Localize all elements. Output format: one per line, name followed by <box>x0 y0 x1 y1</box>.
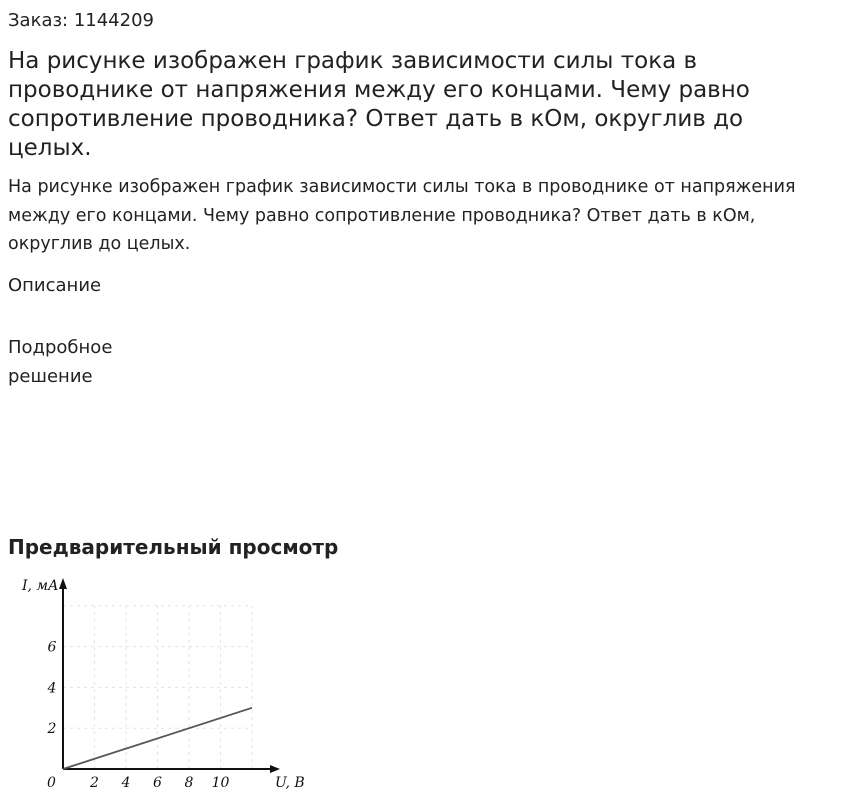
order-number: Заказ: 1144209 <box>8 10 154 31</box>
x-tick-label: 2 <box>90 775 99 791</box>
x-tick-label: 4 <box>121 775 131 791</box>
origin-label: 0 <box>47 775 56 791</box>
current-voltage-chart <box>0 570 320 800</box>
x-tick-label: 6 <box>153 775 162 791</box>
x-tick-label: 8 <box>184 775 194 791</box>
y-axis-label: I, мА <box>22 578 59 594</box>
description-label[interactable]: Описание <box>8 275 102 296</box>
y-tick-label: 2 <box>47 721 57 738</box>
x-tick-label: 10 <box>211 775 230 791</box>
x-axis-arrow <box>270 765 280 773</box>
preview-title: Предварительный просмотр <box>8 535 339 559</box>
chart-grid <box>63 606 252 769</box>
task-title: На рисунке изображен график зависимости силы тока в проводнике от напряжения между его концами. Чему равно сопротивление проводника? Ответ дать в кОм, округлив до целых. <box>8 48 750 161</box>
x-axis-label: U, В <box>275 775 305 791</box>
y-tick-label: 4 <box>47 680 57 697</box>
y-axis-arrow <box>59 578 67 589</box>
y-tick-label: 6 <box>47 639 57 656</box>
task-body: На рисунке изображен график зависимости силы тока в проводнике от напряжения между его концами. Чему равно сопротивление проводника? Ответ дать в кОм, округлив до целых. <box>8 177 796 254</box>
chart-axes <box>59 578 280 773</box>
detailed-solution-label[interactable]: Подробное решение <box>8 337 113 387</box>
